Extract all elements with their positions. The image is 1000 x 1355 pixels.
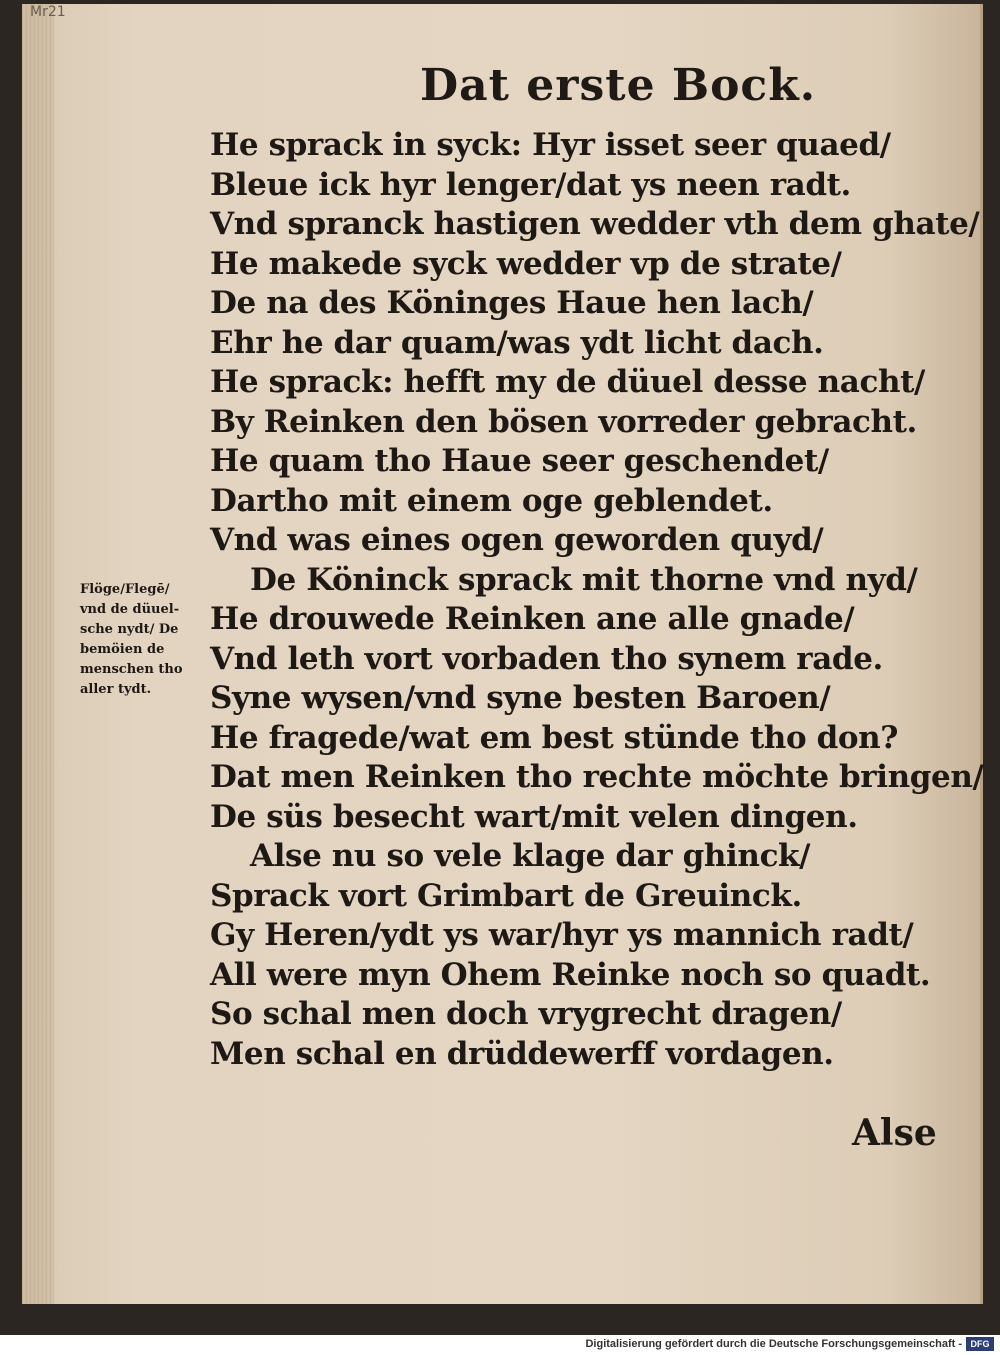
margin-note-line: bemöien de	[80, 642, 165, 657]
verse-text-block	[210, 126, 984, 1074]
verse-line: He fragede/wat em best stünde tho don?	[210, 719, 899, 756]
verse-line: Alse nu so vele klage dar ghinck/	[250, 838, 811, 874]
margin-note-line: menschen tho	[80, 662, 183, 677]
verse-line: He makede syck wedder vp de strate/	[210, 245, 842, 282]
verse-line: Syne wysen/vnd syne besten Baroen/	[210, 680, 831, 716]
verse-line: Gy Heren/ydt ys war/hyr ys mannich radt/	[210, 917, 914, 953]
page-marker: Mr21	[30, 4, 66, 20]
dfg-logo: DFG	[966, 1337, 994, 1351]
margin-note	[80, 580, 210, 700]
verse-line: He quam tho Haue seer geschendet/	[210, 443, 829, 479]
verse-line: Sprack vort Grimbart de Greuinck.	[210, 877, 802, 914]
margin-note-line: sche nydt/ De	[80, 622, 179, 637]
verse-line: De Köninck sprack mit thorne vnd nyd/	[250, 561, 918, 598]
verse-line: Vnd leth vort vorbaden tho synem rade.	[210, 640, 883, 677]
verse-line: Dartho mit einem oge geblendet.	[210, 482, 773, 519]
margin-note-line: aller tydt.	[80, 682, 152, 697]
verse-line: Dat men Reinken tho rechte möchte bringen/	[210, 759, 984, 795]
page-gutter	[22, 4, 54, 1304]
margin-note-line: vnd de düuel-	[80, 602, 180, 617]
verse-line: Ehr he dar quam/was ydt licht dach.	[210, 324, 824, 361]
verse-line: De süs besecht wart/mit velen dingen.	[210, 798, 858, 835]
verse-line: Bleue ick hyr lenger/dat ys neen radt.	[210, 166, 851, 203]
verse-line: All were myn Ohem Reinke noch so quadt.	[210, 956, 931, 993]
verse-line: Vnd spranck hastigen wedder vth dem ghate/	[210, 206, 980, 242]
margin-note-line: Flöge/Flegē/	[80, 582, 170, 597]
verse-line: Vnd was eines ogen geworden quyd/	[210, 522, 824, 558]
verse-line: By Reinken den bösen vorreder gebracht.	[210, 403, 917, 440]
verse-line: He drouwede Reinken ane alle gnade/	[210, 601, 855, 637]
verse-line: So schal men doch vrygrecht dragen/	[210, 996, 842, 1032]
footer-bar	[0, 1335, 1000, 1355]
running-heading: Dat erste Bock.	[420, 60, 817, 111]
verse-line: Men schal en drüddewerff vordagen.	[210, 1035, 834, 1072]
catchword: Alse	[852, 1112, 937, 1154]
verse-line: He sprack: hefft my de düuel desse nacht/	[210, 364, 925, 400]
verse-line: De na des Köninges Haue hen lach/	[210, 285, 814, 321]
funding-credit: Digitalisierung gefördert durch die Deutsche Forschungsgemeinschaft -	[585, 1338, 962, 1350]
verse-line: He sprack in syck: Hyr isset seer quaed/	[210, 127, 891, 163]
